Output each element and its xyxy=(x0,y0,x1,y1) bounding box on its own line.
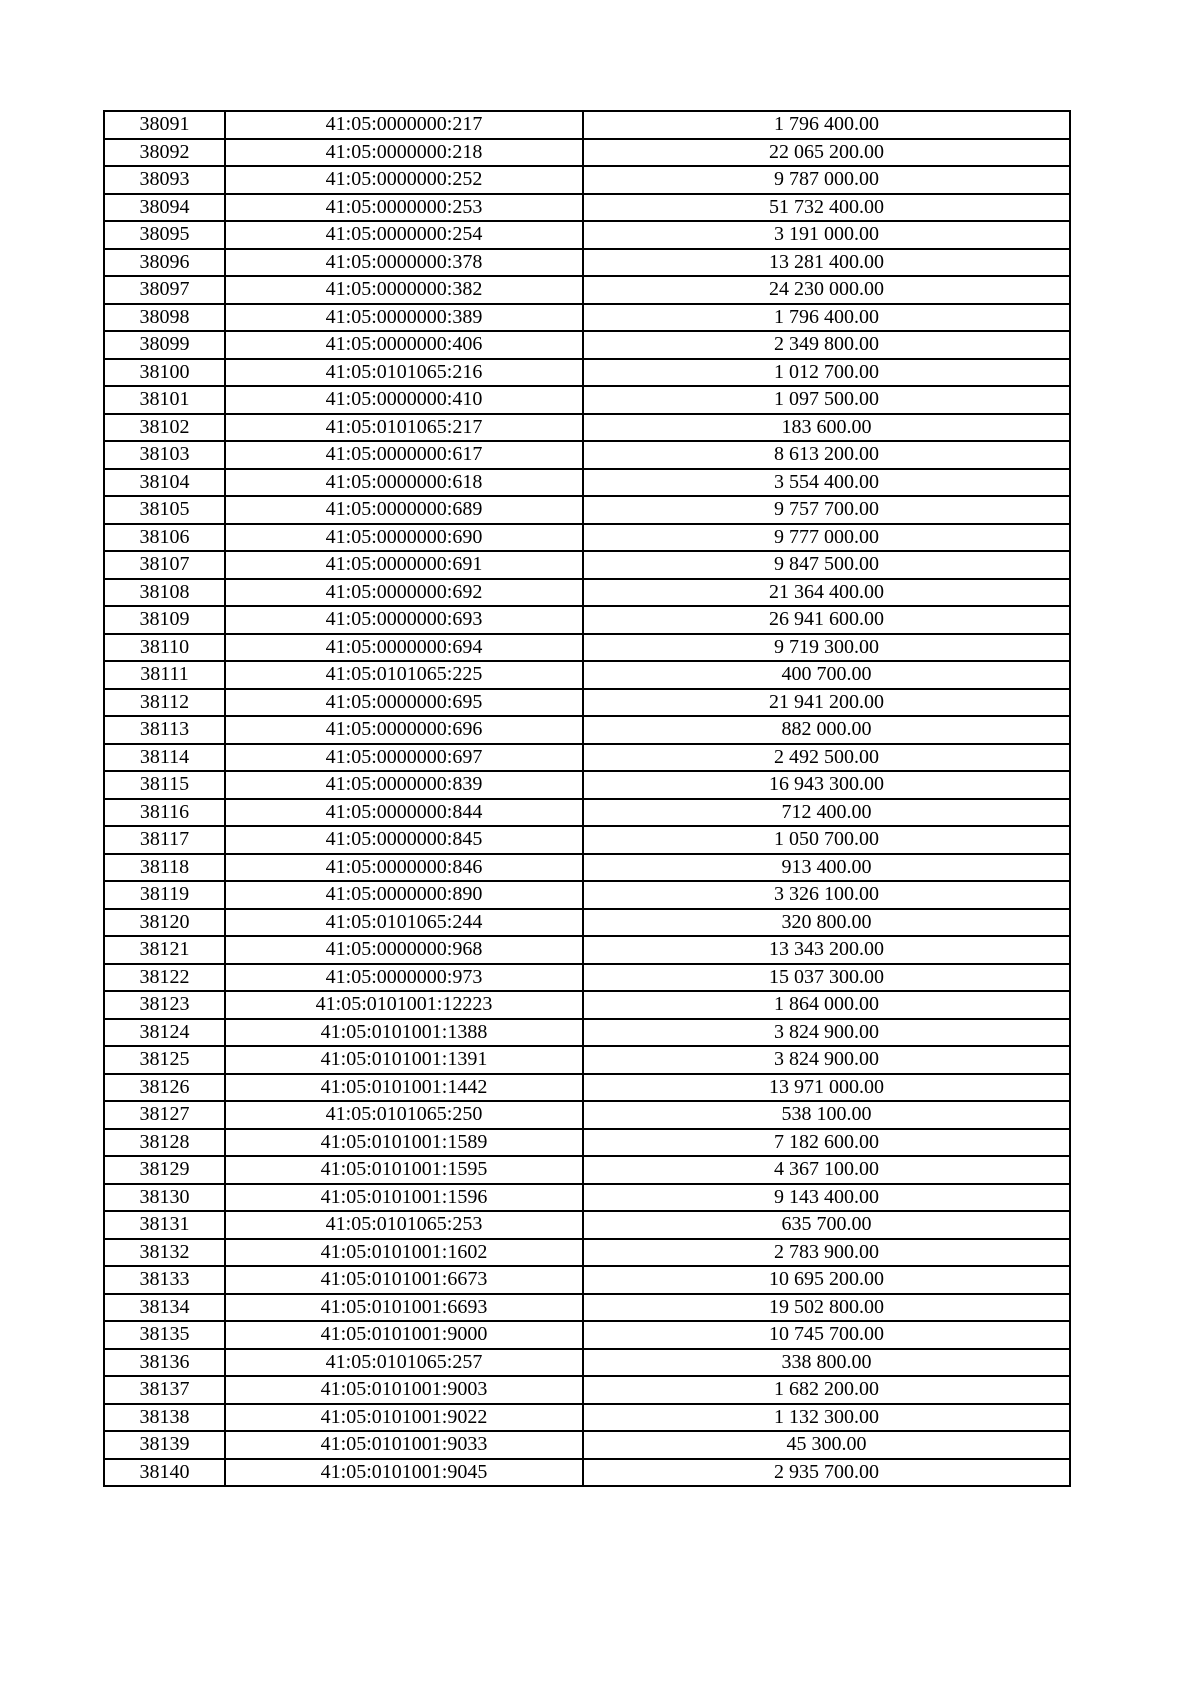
table-row xyxy=(104,579,1070,607)
cadastral-value-cell: 183 600.00 xyxy=(583,414,1070,442)
table-row xyxy=(104,1266,1070,1294)
table-row xyxy=(104,1349,1070,1377)
table-row xyxy=(104,689,1070,717)
cadastral-value-cell: 13 971 000.00 xyxy=(583,1074,1070,1102)
row-number-cell: 38138 xyxy=(104,1404,225,1432)
table-body xyxy=(104,111,1070,1486)
table-row xyxy=(104,1019,1070,1047)
table-row xyxy=(104,221,1070,249)
cadastral-number-cell: 41:05:0101001:1442 xyxy=(225,1074,583,1102)
cadastral-value-cell: 9 757 700.00 xyxy=(583,496,1070,524)
cadastral-number-cell: 41:05:0101001:1602 xyxy=(225,1239,583,1267)
cadastral-number-cell: 41:05:0101065:225 xyxy=(225,661,583,689)
table-row xyxy=(104,1239,1070,1267)
table-row xyxy=(104,1129,1070,1157)
table-row xyxy=(104,139,1070,167)
cadastral-number-cell: 41:05:0000000:617 xyxy=(225,441,583,469)
table-row xyxy=(104,1404,1070,1432)
row-number-cell: 38110 xyxy=(104,634,225,662)
table-row xyxy=(104,1459,1070,1487)
cadastral-number-cell: 41:05:0000000:254 xyxy=(225,221,583,249)
table-row xyxy=(104,1321,1070,1349)
cadastral-value-cell: 13 343 200.00 xyxy=(583,936,1070,964)
row-number-cell: 38119 xyxy=(104,881,225,909)
table-row xyxy=(104,496,1070,524)
cadastral-number-cell: 41:05:0101065:244 xyxy=(225,909,583,937)
table-row xyxy=(104,1431,1070,1459)
cadastral-value-table xyxy=(103,110,1071,1487)
cadastral-number-cell: 41:05:0000000:252 xyxy=(225,166,583,194)
table-row xyxy=(104,606,1070,634)
cadastral-value-cell: 635 700.00 xyxy=(583,1211,1070,1239)
cadastral-value-cell: 9 777 000.00 xyxy=(583,524,1070,552)
cadastral-value-cell: 51 732 400.00 xyxy=(583,194,1070,222)
table-row xyxy=(104,854,1070,882)
row-number-cell: 38139 xyxy=(104,1431,225,1459)
cadastral-value-cell: 16 943 300.00 xyxy=(583,771,1070,799)
cadastral-number-cell: 41:05:0101001:1391 xyxy=(225,1046,583,1074)
row-number-cell: 38102 xyxy=(104,414,225,442)
cadastral-number-cell: 41:05:0000000:691 xyxy=(225,551,583,579)
row-number-cell: 38135 xyxy=(104,1321,225,1349)
table-row xyxy=(104,1211,1070,1239)
cadastral-number-cell: 41:05:0000000:693 xyxy=(225,606,583,634)
row-number-cell: 38140 xyxy=(104,1459,225,1487)
cadastral-value-cell: 10 745 700.00 xyxy=(583,1321,1070,1349)
cadastral-number-cell: 41:05:0000000:253 xyxy=(225,194,583,222)
cadastral-number-cell: 41:05:0000000:695 xyxy=(225,689,583,717)
table-row xyxy=(104,1046,1070,1074)
cadastral-number-cell: 41:05:0000000:839 xyxy=(225,771,583,799)
row-number-cell: 38121 xyxy=(104,936,225,964)
cadastral-number-cell: 41:05:0000000:968 xyxy=(225,936,583,964)
cadastral-number-cell: 41:05:0000000:389 xyxy=(225,304,583,332)
row-number-cell: 38117 xyxy=(104,826,225,854)
cadastral-number-cell: 41:05:0101065:216 xyxy=(225,359,583,387)
table-row xyxy=(104,331,1070,359)
cadastral-number-cell: 41:05:0101001:9000 xyxy=(225,1321,583,1349)
row-number-cell: 38132 xyxy=(104,1239,225,1267)
cadastral-value-cell: 4 367 100.00 xyxy=(583,1156,1070,1184)
cadastral-value-cell: 913 400.00 xyxy=(583,854,1070,882)
cadastral-value-cell: 1 012 700.00 xyxy=(583,359,1070,387)
cadastral-value-cell: 7 182 600.00 xyxy=(583,1129,1070,1157)
row-number-cell: 38127 xyxy=(104,1101,225,1129)
cadastral-value-cell: 320 800.00 xyxy=(583,909,1070,937)
cadastral-value-cell: 15 037 300.00 xyxy=(583,964,1070,992)
cadastral-value-cell: 1 682 200.00 xyxy=(583,1376,1070,1404)
cadastral-number-cell: 41:05:0000000:694 xyxy=(225,634,583,662)
cadastral-value-cell: 9 787 000.00 xyxy=(583,166,1070,194)
row-number-cell: 38106 xyxy=(104,524,225,552)
cadastral-number-cell: 41:05:0101001:1596 xyxy=(225,1184,583,1212)
cadastral-value-cell: 1 864 000.00 xyxy=(583,991,1070,1019)
row-number-cell: 38107 xyxy=(104,551,225,579)
row-number-cell: 38120 xyxy=(104,909,225,937)
table-row xyxy=(104,276,1070,304)
cadastral-value-cell: 1 796 400.00 xyxy=(583,304,1070,332)
row-number-cell: 38098 xyxy=(104,304,225,332)
table-row xyxy=(104,799,1070,827)
table-row xyxy=(104,1294,1070,1322)
cadastral-number-cell: 41:05:0000000:217 xyxy=(225,111,583,139)
cadastral-value-cell: 3 326 100.00 xyxy=(583,881,1070,909)
cadastral-number-cell: 41:05:0000000:973 xyxy=(225,964,583,992)
cadastral-value-cell: 13 281 400.00 xyxy=(583,249,1070,277)
cadastral-value-cell: 45 300.00 xyxy=(583,1431,1070,1459)
cadastral-number-cell: 41:05:0101065:253 xyxy=(225,1211,583,1239)
row-number-cell: 38129 xyxy=(104,1156,225,1184)
table-row xyxy=(104,111,1070,139)
row-number-cell: 38105 xyxy=(104,496,225,524)
row-number-cell: 38091 xyxy=(104,111,225,139)
cadastral-value-cell: 538 100.00 xyxy=(583,1101,1070,1129)
cadastral-number-cell: 41:05:0101065:257 xyxy=(225,1349,583,1377)
row-number-cell: 38103 xyxy=(104,441,225,469)
row-number-cell: 38101 xyxy=(104,386,225,414)
cadastral-value-cell: 2 349 800.00 xyxy=(583,331,1070,359)
row-number-cell: 38104 xyxy=(104,469,225,497)
row-number-cell: 38093 xyxy=(104,166,225,194)
row-number-cell: 38099 xyxy=(104,331,225,359)
cadastral-value-cell: 3 191 000.00 xyxy=(583,221,1070,249)
row-number-cell: 38095 xyxy=(104,221,225,249)
cadastral-number-cell: 41:05:0101001:6693 xyxy=(225,1294,583,1322)
table-row xyxy=(104,469,1070,497)
row-number-cell: 38115 xyxy=(104,771,225,799)
cadastral-value-cell: 2 783 900.00 xyxy=(583,1239,1070,1267)
table-row xyxy=(104,441,1070,469)
cadastral-value-cell: 3 824 900.00 xyxy=(583,1019,1070,1047)
row-number-cell: 38122 xyxy=(104,964,225,992)
cadastral-number-cell: 41:05:0101001:9003 xyxy=(225,1376,583,1404)
cadastral-number-cell: 41:05:0000000:890 xyxy=(225,881,583,909)
row-number-cell: 38137 xyxy=(104,1376,225,1404)
table-row xyxy=(104,194,1070,222)
table-row xyxy=(104,1101,1070,1129)
row-number-cell: 38136 xyxy=(104,1349,225,1377)
row-number-cell: 38112 xyxy=(104,689,225,717)
cadastral-value-cell: 22 065 200.00 xyxy=(583,139,1070,167)
cadastral-number-cell: 41:05:0000000:618 xyxy=(225,469,583,497)
cadastral-value-cell: 882 000.00 xyxy=(583,716,1070,744)
cadastral-number-cell: 41:05:0101001:9033 xyxy=(225,1431,583,1459)
table-row xyxy=(104,881,1070,909)
row-number-cell: 38113 xyxy=(104,716,225,744)
table-row xyxy=(104,166,1070,194)
cadastral-value-cell: 26 941 600.00 xyxy=(583,606,1070,634)
table-row xyxy=(104,716,1070,744)
cadastral-value-cell: 1 132 300.00 xyxy=(583,1404,1070,1432)
cadastral-value-cell: 8 613 200.00 xyxy=(583,441,1070,469)
row-number-cell: 38126 xyxy=(104,1074,225,1102)
cadastral-value-cell: 1 097 500.00 xyxy=(583,386,1070,414)
table-row xyxy=(104,304,1070,332)
table-row xyxy=(104,386,1070,414)
table-row xyxy=(104,551,1070,579)
row-number-cell: 38116 xyxy=(104,799,225,827)
cadastral-number-cell: 41:05:0000000:218 xyxy=(225,139,583,167)
cadastral-number-cell: 41:05:0101065:250 xyxy=(225,1101,583,1129)
cadastral-number-cell: 41:05:0101001:9022 xyxy=(225,1404,583,1432)
cadastral-value-cell: 21 364 400.00 xyxy=(583,579,1070,607)
row-number-cell: 38128 xyxy=(104,1129,225,1157)
cadastral-value-cell: 9 143 400.00 xyxy=(583,1184,1070,1212)
cadastral-value-cell: 712 400.00 xyxy=(583,799,1070,827)
row-number-cell: 38114 xyxy=(104,744,225,772)
cadastral-value-cell: 2 492 500.00 xyxy=(583,744,1070,772)
cadastral-number-cell: 41:05:0000000:410 xyxy=(225,386,583,414)
row-number-cell: 38124 xyxy=(104,1019,225,1047)
row-number-cell: 38131 xyxy=(104,1211,225,1239)
table-row xyxy=(104,414,1070,442)
table-row xyxy=(104,991,1070,1019)
row-number-cell: 38125 xyxy=(104,1046,225,1074)
cadastral-value-cell: 400 700.00 xyxy=(583,661,1070,689)
cadastral-number-cell: 41:05:0000000:696 xyxy=(225,716,583,744)
table-row xyxy=(104,524,1070,552)
cadastral-value-cell: 1 050 700.00 xyxy=(583,826,1070,854)
table-row xyxy=(104,1184,1070,1212)
cadastral-number-cell: 41:05:0000000:690 xyxy=(225,524,583,552)
table-row xyxy=(104,249,1070,277)
row-number-cell: 38094 xyxy=(104,194,225,222)
cadastral-number-cell: 41:05:0101001:12223 xyxy=(225,991,583,1019)
cadastral-number-cell: 41:05:0000000:382 xyxy=(225,276,583,304)
table-row xyxy=(104,1376,1070,1404)
cadastral-number-cell: 41:05:0000000:845 xyxy=(225,826,583,854)
cadastral-number-cell: 41:05:0101001:6673 xyxy=(225,1266,583,1294)
table-row xyxy=(104,964,1070,992)
cadastral-value-cell: 2 935 700.00 xyxy=(583,1459,1070,1487)
row-number-cell: 38123 xyxy=(104,991,225,1019)
cadastral-value-cell: 21 941 200.00 xyxy=(583,689,1070,717)
table-row xyxy=(104,634,1070,662)
table-row xyxy=(104,661,1070,689)
cadastral-number-cell: 41:05:0101001:1589 xyxy=(225,1129,583,1157)
row-number-cell: 38100 xyxy=(104,359,225,387)
row-number-cell: 38133 xyxy=(104,1266,225,1294)
table-row xyxy=(104,936,1070,964)
table-row xyxy=(104,1156,1070,1184)
row-number-cell: 38108 xyxy=(104,579,225,607)
row-number-cell: 38134 xyxy=(104,1294,225,1322)
table-row xyxy=(104,744,1070,772)
table-row xyxy=(104,1074,1070,1102)
cadastral-value-cell: 9 847 500.00 xyxy=(583,551,1070,579)
table-row xyxy=(104,826,1070,854)
row-number-cell: 38092 xyxy=(104,139,225,167)
table-row xyxy=(104,771,1070,799)
cadastral-number-cell: 41:05:0101001:9045 xyxy=(225,1459,583,1487)
cadastral-number-cell: 41:05:0000000:378 xyxy=(225,249,583,277)
cadastral-value-cell: 9 719 300.00 xyxy=(583,634,1070,662)
cadastral-value-cell: 3 554 400.00 xyxy=(583,469,1070,497)
row-number-cell: 38096 xyxy=(104,249,225,277)
row-number-cell: 38097 xyxy=(104,276,225,304)
cadastral-value-cell: 3 824 900.00 xyxy=(583,1046,1070,1074)
cadastral-value-cell: 10 695 200.00 xyxy=(583,1266,1070,1294)
row-number-cell: 38130 xyxy=(104,1184,225,1212)
cadastral-number-cell: 41:05:0000000:692 xyxy=(225,579,583,607)
cadastral-number-cell: 41:05:0000000:689 xyxy=(225,496,583,524)
cadastral-number-cell: 41:05:0101001:1595 xyxy=(225,1156,583,1184)
cadastral-value-cell: 24 230 000.00 xyxy=(583,276,1070,304)
table-row xyxy=(104,909,1070,937)
row-number-cell: 38118 xyxy=(104,854,225,882)
row-number-cell: 38111 xyxy=(104,661,225,689)
cadastral-number-cell: 41:05:0000000:406 xyxy=(225,331,583,359)
row-number-cell: 38109 xyxy=(104,606,225,634)
cadastral-number-cell: 41:05:0101065:217 xyxy=(225,414,583,442)
cadastral-number-cell: 41:05:0000000:844 xyxy=(225,799,583,827)
cadastral-number-cell: 41:05:0101001:1388 xyxy=(225,1019,583,1047)
cadastral-value-cell: 338 800.00 xyxy=(583,1349,1070,1377)
cadastral-number-cell: 41:05:0000000:697 xyxy=(225,744,583,772)
cadastral-number-cell: 41:05:0000000:846 xyxy=(225,854,583,882)
cadastral-value-cell: 1 796 400.00 xyxy=(583,111,1070,139)
table-row xyxy=(104,359,1070,387)
cadastral-value-cell: 19 502 800.00 xyxy=(583,1294,1070,1322)
